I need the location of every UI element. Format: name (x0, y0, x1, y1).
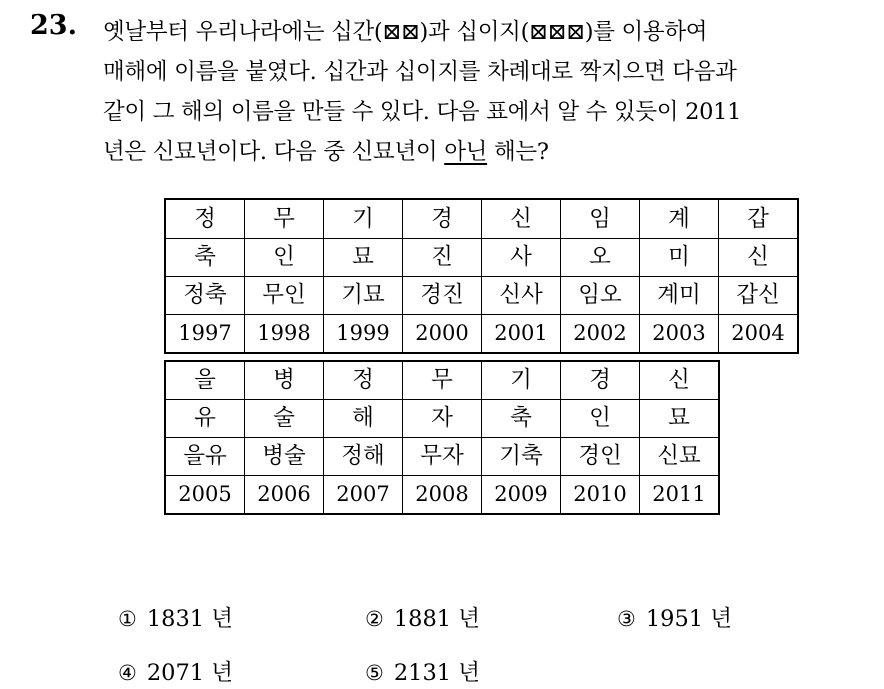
question-line-4-text: 년은 신묘년이다. 다음 중 신묘년이 (103, 139, 445, 165)
name-cell: 임오 (561, 277, 640, 315)
year-cell: 1999 (324, 315, 403, 354)
branch-cell: 오 (561, 239, 640, 277)
choice-label: 1951 년 (645, 606, 732, 632)
year-cell: 2005 (165, 476, 245, 515)
branch-cell: 미 (640, 239, 719, 277)
branches-row (165, 400, 719, 438)
underlined-word: 아닌 (444, 139, 488, 165)
name-cell: 정해 (324, 438, 403, 476)
name-cell: 기묘 (324, 277, 403, 315)
choice-4[interactable] (118, 662, 233, 685)
stem-cell: 무 (245, 199, 324, 239)
year-cell: 2002 (561, 315, 640, 354)
question-text (103, 12, 873, 172)
name-cell: 경인 (561, 438, 640, 476)
stem-cell: 경 (403, 199, 482, 239)
year-table-2 (164, 360, 720, 515)
year-cell: 1998 (245, 315, 324, 354)
branch-cell: 축 (482, 400, 561, 438)
choice-label: 2071 년 (146, 660, 233, 686)
stem-cell: 정 (165, 199, 245, 239)
choice-number: ③ (617, 607, 636, 631)
branches-row (165, 239, 798, 277)
choice-3[interactable] (617, 608, 732, 631)
branch-cell: 축 (165, 239, 245, 277)
branch-cell: 술 (245, 400, 324, 438)
stem-cell: 경 (561, 361, 640, 400)
stem-cell: 기 (482, 361, 561, 400)
choice-number: ④ (118, 661, 137, 685)
name-cell: 신사 (482, 277, 561, 315)
stem-cell: 병 (245, 361, 324, 400)
year-cell: 2011 (640, 476, 720, 515)
year-cell: 1997 (165, 315, 245, 354)
names-row (165, 277, 798, 315)
branch-cell: 진 (403, 239, 482, 277)
name-cell: 신묘 (640, 438, 720, 476)
name-cell: 계미 (640, 277, 719, 315)
name-cell: 정축 (165, 277, 245, 315)
choice-number: ⑤ (365, 661, 384, 685)
stem-cell: 신 (640, 361, 720, 400)
choice-number: ② (365, 607, 384, 631)
question-line-4-tail: 해는? (487, 139, 549, 165)
choice-label: 2131 년 (393, 660, 480, 686)
name-cell: 갑신 (719, 277, 799, 315)
question-line-3: 같이 그 해의 이름을 만들 수 있다. 다음 표에서 알 수 있듯이 2011 (103, 99, 742, 125)
branch-cell: 인 (561, 400, 640, 438)
branch-cell: 인 (245, 239, 324, 277)
name-cell: 무자 (403, 438, 482, 476)
year-cell: 2009 (482, 476, 561, 515)
question-number: 23. (30, 10, 77, 41)
choice-1[interactable] (118, 608, 233, 631)
branch-cell: 유 (165, 400, 245, 438)
name-cell: 을유 (165, 438, 245, 476)
stem-cell: 임 (561, 199, 640, 239)
year-cell: 2006 (245, 476, 324, 515)
years-row (165, 476, 719, 515)
name-cell: 무인 (245, 277, 324, 315)
stem-cell: 정 (324, 361, 403, 400)
year-table-1 (164, 198, 799, 354)
year-cell: 2000 (403, 315, 482, 354)
year-cell: 2008 (403, 476, 482, 515)
branch-cell: 해 (324, 400, 403, 438)
branch-cell: 자 (403, 400, 482, 438)
name-cell: 경진 (403, 277, 482, 315)
question-line-1: 옛날부터 우리나라에는 십간(⊠⊠)과 십이지(⊠⊠⊠)를 이용하여 (103, 19, 708, 45)
choice-label: 1831 년 (146, 606, 233, 632)
branch-cell: 신 (719, 239, 799, 277)
choice-2[interactable] (365, 608, 480, 631)
stem-cell: 을 (165, 361, 245, 400)
choice-5[interactable] (365, 662, 480, 685)
question-line-2: 매해에 이름을 붙였다. 십간과 십이지를 차례대로 짝지으면 다음과 (103, 59, 737, 85)
question-line-4 (103, 132, 873, 172)
names-row (165, 438, 719, 476)
choice-number: ① (118, 607, 137, 631)
branch-cell: 사 (482, 239, 561, 277)
name-cell: 기축 (482, 438, 561, 476)
year-cell: 2010 (561, 476, 640, 515)
stem-cell: 기 (324, 199, 403, 239)
stems-row (165, 199, 798, 239)
year-cell: 2004 (719, 315, 799, 354)
stems-row (165, 361, 719, 400)
year-cell: 2007 (324, 476, 403, 515)
year-cell: 2001 (482, 315, 561, 354)
stem-cell: 신 (482, 199, 561, 239)
name-cell: 병술 (245, 438, 324, 476)
choice-label: 1881 년 (393, 606, 480, 632)
branch-cell: 묘 (640, 400, 720, 438)
years-row (165, 315, 798, 354)
stem-cell: 계 (640, 199, 719, 239)
stem-cell: 무 (403, 361, 482, 400)
branch-cell: 묘 (324, 239, 403, 277)
stem-cell: 갑 (719, 199, 799, 239)
year-cell: 2003 (640, 315, 719, 354)
